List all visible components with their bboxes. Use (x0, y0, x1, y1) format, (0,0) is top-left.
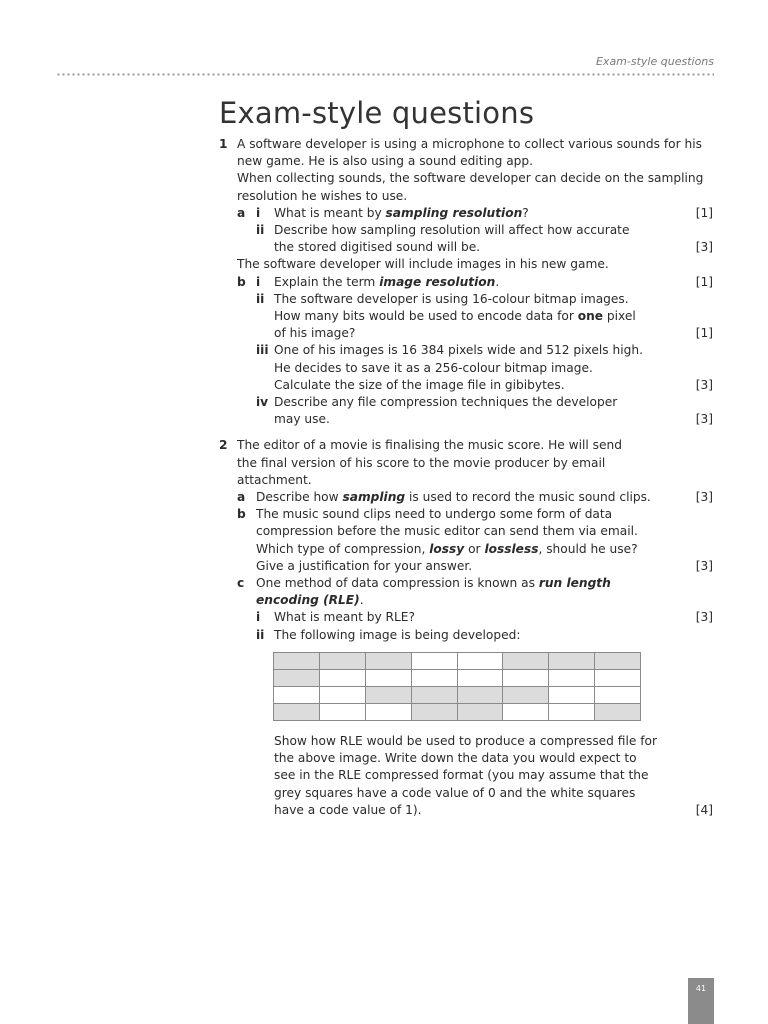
marks: [1] (695, 326, 713, 341)
grey-square (319, 652, 365, 669)
part-text: One method of data compression is known as (256, 576, 539, 591)
marks: [3] (695, 240, 713, 255)
grey-square (503, 686, 549, 703)
part-text: Calculate the size of the image file in gibibytes. (274, 377, 565, 392)
white-square (457, 669, 503, 686)
grey-square (503, 652, 549, 669)
part-c-ii (219, 627, 715, 644)
rle-image-grid (273, 652, 641, 721)
subpart-label: ii (256, 291, 265, 306)
part-text: Give a justification for your answer. (256, 558, 473, 573)
grid-row (274, 669, 641, 686)
page-number: 41 (688, 978, 714, 1024)
dotted-rule (56, 73, 714, 76)
white-square (549, 686, 595, 703)
part-text: have a code value of 1). (274, 802, 422, 817)
grey-square (595, 703, 641, 720)
question-text: The software developer will include images in his new game. (237, 257, 609, 272)
part-c-i (219, 609, 715, 626)
part-text: may use. (274, 412, 330, 427)
grey-square (274, 669, 320, 686)
part-label: a (237, 205, 246, 220)
subpart-label: iv (256, 395, 269, 410)
emphasis: one (577, 309, 604, 324)
part-text: the above image. Write down the data you would expect to (274, 751, 637, 766)
subpart-label: iii (256, 343, 269, 358)
part-b-ii (219, 291, 715, 308)
question-text: The editor of a movie is finalising the music score. He will send (237, 438, 622, 453)
grey-square (365, 652, 411, 669)
part-text: the stored digitised sound will be. (274, 240, 481, 255)
part-text: He decides to save it as a 256-colour bitmap image. (274, 360, 593, 375)
white-square (549, 703, 595, 720)
grey-square (411, 703, 457, 720)
part-a (219, 489, 715, 506)
part-text: of his image? (274, 326, 356, 341)
part-label: c (237, 576, 245, 591)
key-term: encoding (RLE) (256, 593, 360, 608)
part-text: see in the RLE compressed format (you may assume that the (274, 768, 649, 783)
white-square (411, 652, 457, 669)
part-label: a (237, 490, 246, 505)
part-b-iv (219, 394, 715, 411)
running-head: Exam-style questions (595, 55, 714, 68)
key-term: image resolution (379, 274, 496, 289)
subpart-label: i (256, 205, 261, 220)
grey-square (457, 686, 503, 703)
part-text: Show how RLE would be used to produce a compressed file for (274, 733, 657, 748)
part-b (219, 506, 715, 523)
grid-row (274, 652, 641, 669)
part-text: is used to record the music sound clips. (405, 490, 651, 505)
subpart-label: i (256, 274, 261, 289)
question-list (219, 136, 715, 819)
marks: [4] (695, 802, 713, 817)
key-term: lossless (484, 541, 539, 556)
part-text: . (359, 593, 364, 608)
white-square (503, 703, 549, 720)
part-text: pixel (603, 309, 636, 324)
part-text: Which type of compression, (256, 541, 430, 556)
question-text: A software developer is using a microphone to collect various sounds for his (237, 137, 702, 151)
marks: [3] (695, 490, 713, 505)
grey-square (595, 652, 641, 669)
part-text: What is meant by RLE? (274, 610, 415, 625)
grey-square (274, 652, 320, 669)
grid-row (274, 703, 641, 720)
marks: [1] (695, 205, 713, 220)
white-square (319, 703, 365, 720)
part-label: b (237, 274, 246, 289)
part-text: or (464, 541, 485, 556)
question-number: 1 (219, 137, 228, 151)
part-text: What is meant by (274, 205, 386, 220)
subpart-label: ii (256, 223, 265, 238)
part-c (219, 575, 715, 592)
subpart-label: ii (256, 627, 265, 642)
grey-square (411, 686, 457, 703)
white-square (549, 669, 595, 686)
part-label: b (237, 507, 246, 522)
marks: [3] (695, 610, 713, 625)
question-text: resolution he wishes to use. (237, 188, 408, 203)
marks: [3] (695, 412, 713, 427)
part-text: Explain the term (274, 274, 380, 289)
white-square (319, 669, 365, 686)
question-text: When collecting sounds, the software developer can decide on the sampling (237, 171, 704, 186)
white-square (365, 703, 411, 720)
white-square (274, 686, 320, 703)
part-text: One of his images is 16 384 pixels wide and 512 pixels high. (274, 343, 643, 358)
grey-square (549, 652, 595, 669)
grey-square (274, 703, 320, 720)
part-text: compression before the music editor can send them via email. (256, 524, 638, 539)
grid-row (274, 686, 641, 703)
part-a-ii (219, 222, 715, 239)
part-b-i (219, 274, 715, 291)
question-2 (219, 437, 715, 818)
part-text: ? (522, 205, 529, 220)
part-text: The following image is being developed: (274, 627, 521, 642)
white-square (503, 669, 549, 686)
white-square (595, 686, 641, 703)
key-term: lossy (429, 541, 465, 556)
key-term: sampling resolution (385, 205, 523, 220)
key-term: run length (538, 576, 611, 591)
part-text: grey squares have a code value of 0 and the white squares (274, 785, 636, 800)
part-text: , should he use? (538, 541, 638, 556)
grey-square (457, 703, 503, 720)
question-1 (219, 136, 715, 428)
part-b-iii (219, 342, 715, 359)
white-square (411, 669, 457, 686)
marks: [1] (695, 274, 713, 289)
white-square (457, 652, 503, 669)
part-text: The music sound clips need to undergo some form of data (256, 507, 613, 522)
subpart-label: i (256, 610, 261, 625)
key-term: sampling (342, 490, 406, 505)
marks: [3] (695, 558, 713, 573)
page-title: Exam-style questions (219, 96, 535, 130)
question-text: new game. He is also using a sound editing app. (237, 154, 534, 169)
part-text: How many bits would be used to encode data for (274, 309, 578, 324)
part-text: . (495, 274, 500, 289)
question-text: the final version of his score to the movie producer by email (237, 455, 606, 470)
question-text: attachment. (237, 472, 312, 487)
white-square (319, 686, 365, 703)
part-text: Describe how sampling resolution will affect how accurate (274, 223, 630, 238)
white-square (365, 669, 411, 686)
marks: [3] (695, 377, 713, 392)
part-a-i (219, 205, 715, 222)
part-text: Describe any file compression techniques the developer (274, 395, 618, 410)
part-text: Describe how (256, 490, 343, 505)
grey-square (365, 686, 411, 703)
question-number: 2 (219, 438, 228, 453)
part-text: The software developer is using 16-colour bitmap images. (274, 291, 629, 306)
white-square (595, 669, 641, 686)
